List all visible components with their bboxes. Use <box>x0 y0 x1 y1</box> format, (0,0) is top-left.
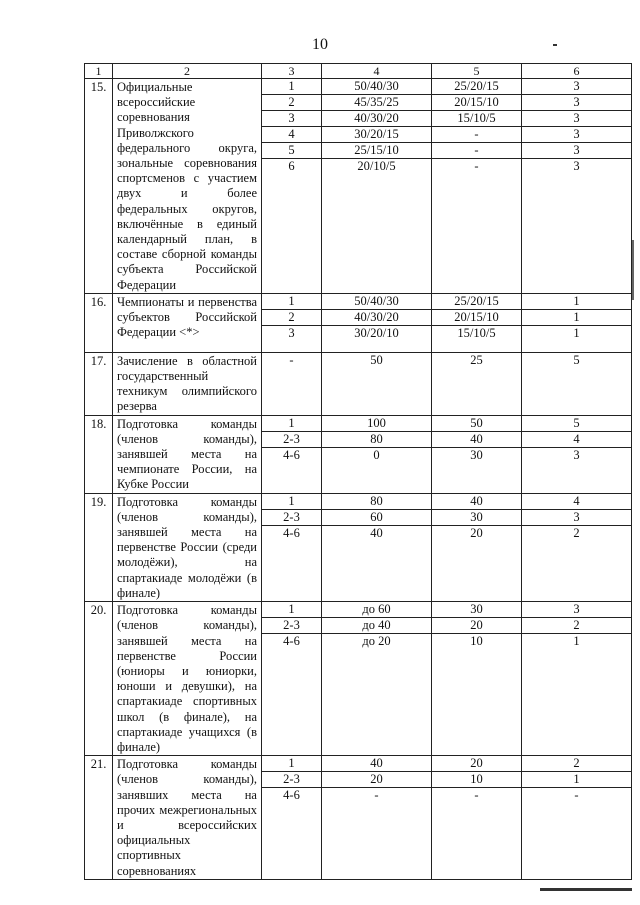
points-cell: 40/30/20 <box>322 310 431 326</box>
points-cell: 3 <box>522 602 631 618</box>
points-cell: 2 <box>573 525 580 540</box>
points-cell: 80 <box>322 432 431 448</box>
page-number: 10 <box>312 36 328 53</box>
points-cell: 40/30/20 <box>322 111 431 127</box>
points-cell: 30 <box>470 447 483 462</box>
points-cell: 30 <box>432 510 521 526</box>
points-cell: 25/20/15 <box>432 79 521 95</box>
places-column-cell <box>262 352 322 415</box>
event-description: Подготовка команды (членов команды), занявшей места на первенстве России (юниоры и юниорки, юноши и девушки), на спартакиаде спортивных школ (в финале), на спартакиаде учащихся (в финале) <box>113 602 262 756</box>
points-cell: 30/20/15 <box>322 127 431 143</box>
row-number: 15. <box>85 79 113 294</box>
row-number: 16. <box>85 293 113 352</box>
scan-mark <box>553 44 557 46</box>
points-cell: 80 <box>322 494 431 510</box>
points-cell: 3 <box>522 127 631 143</box>
place-cell: 2 <box>262 95 321 111</box>
col6-column-cell <box>522 602 632 756</box>
place-cell: 4-6 <box>283 788 300 803</box>
col6-column-cell <box>522 493 632 601</box>
points-cell: до 60 <box>322 602 431 618</box>
points-cell: 3 <box>522 111 631 127</box>
points-cell: 1 <box>522 294 631 310</box>
place-cell: 1 <box>262 494 321 510</box>
points-cell: 1 <box>573 634 580 649</box>
points-cell: 50/40/30 <box>322 79 431 95</box>
col5-column-cell <box>432 756 522 880</box>
col4-column-cell <box>322 293 432 352</box>
table-row <box>85 493 632 601</box>
places-column-cell <box>262 602 322 756</box>
place-cell: 1 <box>262 602 321 618</box>
col5-column-cell <box>432 415 522 493</box>
places-column-cell <box>262 293 322 352</box>
table-header-row <box>85 64 632 79</box>
points-cell: - <box>432 127 521 143</box>
col4-column-cell <box>322 415 432 493</box>
points-cell: 20/15/10 <box>432 95 521 111</box>
place-cell: 3 <box>288 325 295 340</box>
points-cell: 60 <box>322 510 431 526</box>
place-cell: 4 <box>262 127 321 143</box>
place-cell: 4-6 <box>283 525 300 540</box>
points-cell: 4 <box>522 432 631 448</box>
table-row <box>85 602 632 756</box>
row-number: 20. <box>85 602 113 756</box>
col5-column-cell <box>432 352 522 415</box>
points-cell: 3 <box>573 447 580 462</box>
table-row <box>85 756 632 880</box>
points-cell: 45/35/25 <box>322 95 431 111</box>
points-cell: 20 <box>432 618 521 634</box>
points-cell: 5 <box>573 352 580 367</box>
col4-column-cell <box>322 602 432 756</box>
col5-column-cell <box>432 79 522 294</box>
col4-column-cell <box>322 352 432 415</box>
points-cell: 30/20/10 <box>354 325 399 340</box>
points-cell: 40 <box>432 494 521 510</box>
table-row <box>85 293 632 352</box>
row-number: 17. <box>85 352 113 415</box>
row-number: 19. <box>85 493 113 601</box>
places-column-cell <box>262 79 322 294</box>
col6-column-cell <box>522 352 632 415</box>
col6-column-cell <box>522 415 632 493</box>
points-cell: 50 <box>370 352 383 367</box>
points-cell: 40 <box>432 432 521 448</box>
table-row <box>85 415 632 493</box>
points-cell: 5 <box>522 416 631 432</box>
event-description: Официальные всероссийские соревнования Приволжского федерального округа, зональные соревнования спортсменов с участием двух и более федеральных округов, включённые в единый календарный план, в составе сборной команды субъекта Российской Федерации <box>113 79 262 294</box>
points-cell: 20/10/5 <box>357 159 396 173</box>
places-column-cell <box>262 493 322 601</box>
points-cell: до 40 <box>322 618 431 634</box>
points-cell: 50 <box>432 416 521 432</box>
points-cell: 0 <box>373 447 380 462</box>
points-cell: - <box>432 143 521 159</box>
points-cell: 50/40/30 <box>322 294 431 310</box>
place-cell: 1 <box>262 756 321 772</box>
points-cell: - <box>574 788 579 803</box>
place-cell: 2-3 <box>262 510 321 526</box>
place-cell: 1 <box>262 79 321 95</box>
points-cell: 2 <box>522 756 631 772</box>
col5-column-cell <box>432 493 522 601</box>
points-cell: 2 <box>522 618 631 634</box>
points-cell: - <box>474 159 479 173</box>
points-cell: 10 <box>432 772 521 788</box>
place-cell: 1 <box>262 416 321 432</box>
event-description: Подготовка команды (членов команды), занявших места на прочих межрегиональных и всероссийских официальных спортивных соревнованиях <box>113 756 262 880</box>
col4-column-cell <box>322 756 432 880</box>
points-cell: 3 <box>522 143 631 159</box>
table-row <box>85 352 632 415</box>
points-cell: 15/10/5 <box>432 111 521 127</box>
points-cell: 15/10/5 <box>457 325 496 340</box>
header-cell: 4 <box>322 64 432 79</box>
points-cell: 25/20/15 <box>432 294 521 310</box>
points-cell: 3 <box>573 159 580 173</box>
points-cell: 20 <box>432 756 521 772</box>
row-number: 21. <box>85 756 113 880</box>
col4-column-cell <box>322 79 432 294</box>
place-cell: 2-3 <box>262 432 321 448</box>
points-cell: 3 <box>522 79 631 95</box>
places-column-cell <box>262 756 322 880</box>
event-description: Зачисление в областной государственный техникум олимпийского резерва <box>113 352 262 415</box>
header-cell: 1 <box>85 64 113 79</box>
event-description: Чемпионаты и первенства субъектов Российской Федерации <*> <box>113 293 262 352</box>
place-cell: 3 <box>262 111 321 127</box>
points-cell: 40 <box>322 756 431 772</box>
awards-table <box>84 63 632 880</box>
place-cell: 2 <box>262 310 321 326</box>
points-cell: 4 <box>522 494 631 510</box>
points-cell: 20/15/10 <box>432 310 521 326</box>
col6-column-cell <box>522 79 632 294</box>
place-cell: 4-6 <box>283 634 300 649</box>
places-column-cell <box>262 415 322 493</box>
points-cell: 1 <box>522 310 631 326</box>
points-cell: 1 <box>573 325 580 340</box>
points-cell: до 20 <box>362 634 391 649</box>
points-cell: 20 <box>470 525 483 540</box>
event-description: Подготовка команды (членов команды), занявшей места на первенстве России (среди молодёжи), на спартакиаде молодёжи (в финале) <box>113 493 262 601</box>
header-cell: 5 <box>432 64 522 79</box>
col4-column-cell <box>322 493 432 601</box>
col5-column-cell <box>432 602 522 756</box>
event-description: Подготовка команды (членов команды), занявшей места на чемпионате России, на Кубке России <box>113 415 262 493</box>
place-cell: 1 <box>262 294 321 310</box>
place-cell: 2-3 <box>262 772 321 788</box>
place-cell: 6 <box>288 159 295 173</box>
points-cell: 20 <box>322 772 431 788</box>
points-cell: - <box>474 788 479 803</box>
points-cell: 25/15/10 <box>322 143 431 159</box>
place-cell: 5 <box>262 143 321 159</box>
col6-column-cell <box>522 293 632 352</box>
table-row <box>85 79 632 294</box>
header-cell: 6 <box>522 64 632 79</box>
scan-mark <box>632 240 634 300</box>
header-cell: 2 <box>113 64 262 79</box>
col6-column-cell <box>522 756 632 880</box>
header-cell: 3 <box>262 64 322 79</box>
points-cell: 10 <box>470 634 483 649</box>
place-cell: 4-6 <box>283 447 300 462</box>
place-cell: 2-3 <box>262 618 321 634</box>
row-number: 18. <box>85 415 113 493</box>
points-cell: 100 <box>322 416 431 432</box>
points-cell: 30 <box>432 602 521 618</box>
points-cell: 25 <box>470 352 483 367</box>
scan-mark <box>540 888 632 891</box>
points-cell: - <box>374 788 379 803</box>
place-cell: - <box>289 352 294 367</box>
col5-column-cell <box>432 293 522 352</box>
points-cell: 3 <box>522 95 631 111</box>
points-cell: 1 <box>522 772 631 788</box>
points-cell: 40 <box>370 525 383 540</box>
points-cell: 3 <box>522 510 631 526</box>
